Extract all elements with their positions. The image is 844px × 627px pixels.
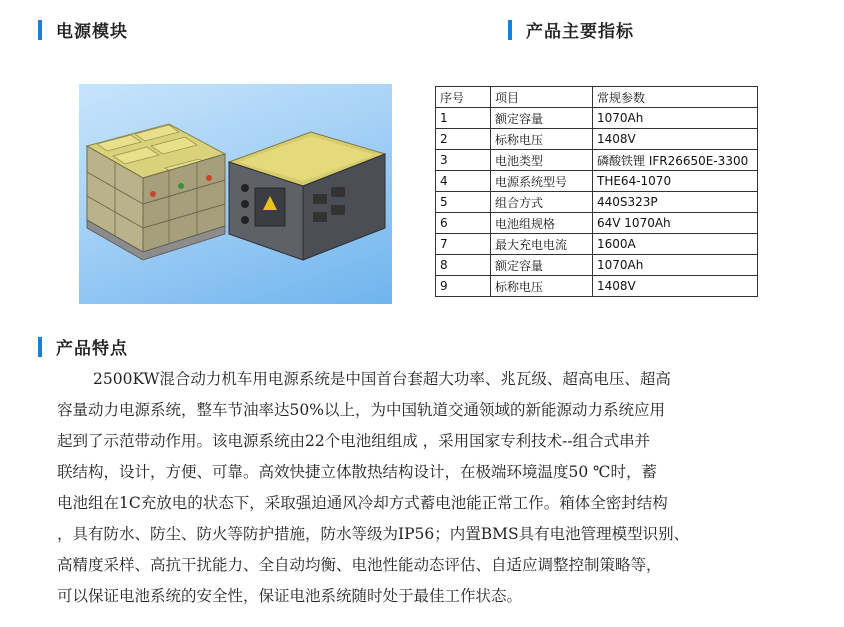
paragraph-line: ，具有防水、防尘、防火等防护措施，防水等级为IP56；内置BMS具有电池管理模型识别、 <box>57 525 690 543</box>
spec-table <box>435 86 758 297</box>
header-cell: 项目 <box>491 87 593 108</box>
row-number: 6 <box>436 213 491 234</box>
row-value: 1408V <box>593 276 758 297</box>
row-value: 磷酸铁锂 IFR26650E-3300 <box>593 150 758 171</box>
row-number: 2 <box>436 129 491 150</box>
row-value: 1408V <box>593 129 758 150</box>
row-value: 440S323P <box>593 192 758 213</box>
paragraph-line: 电池组在1C充放电的状态下，采取强迫通风冷却方式蓄电池能正常工作。箱体全密封结构 <box>57 494 668 512</box>
heading-accent-bar <box>38 337 42 357</box>
table-row <box>436 234 758 255</box>
battery-rack-image <box>87 124 225 260</box>
table-row <box>436 171 758 192</box>
row-item: 标称电压 <box>491 129 593 150</box>
row-item: 最大充电电流 <box>491 234 593 255</box>
row-item: 电池类型 <box>491 150 593 171</box>
paragraph-line: 2500KW混合动力机车用电源系统是中国首台套超大功率、兆瓦级、超高电压、超高 <box>93 370 671 388</box>
paragraph-line: 联结构，设计，方便、可靠。高效快捷立体散热结构设计，在极端环境温度50 ℃时，蓄 <box>57 463 657 481</box>
paragraph-line: 起到了示范带动作用。该电源系统由22个电池组组成 ，采用国家专利技术--组合式串并 <box>57 432 651 450</box>
row-value: 1070Ah <box>593 108 758 129</box>
row-number: 7 <box>436 234 491 255</box>
battery-enclosure-image <box>229 132 385 260</box>
features-title: 产品特点 <box>56 339 128 359</box>
table-row <box>436 150 758 171</box>
features-paragraph <box>57 364 787 612</box>
row-number: 5 <box>436 192 491 213</box>
heading-accent-bar <box>508 20 512 40</box>
row-item: 组合方式 <box>491 192 593 213</box>
power-module-title: 电源模块 <box>56 22 128 42</box>
row-item: 额定容量 <box>491 108 593 129</box>
row-value: 1600A <box>593 234 758 255</box>
row-number: 4 <box>436 171 491 192</box>
table-row <box>436 129 758 150</box>
heading-accent-bar <box>38 20 42 40</box>
table-row <box>436 255 758 276</box>
row-value: THE64-1070 <box>593 171 758 192</box>
header-cell: 序号 <box>436 87 491 108</box>
features-heading <box>38 334 128 359</box>
power-module-heading <box>38 17 128 42</box>
spec-table-header <box>436 87 758 108</box>
table-row <box>436 108 758 129</box>
row-number: 1 <box>436 108 491 129</box>
paragraph-line: 高精度采样、高抗干扰能力、全自动均衡、电池性能动态评估、自适应调整控制策略等， <box>57 556 662 574</box>
paragraph-line: 容量动力电源系统，整车节油率达50%以上，为中国轨道交通领域的新能源动力系统应用 <box>57 401 665 419</box>
header-cell: 常规参数 <box>593 87 758 108</box>
table-row <box>436 192 758 213</box>
battery-modules-illustration <box>79 84 392 304</box>
row-number: 3 <box>436 150 491 171</box>
table-row <box>436 276 758 297</box>
row-item: 额定容量 <box>491 255 593 276</box>
row-value: 64V 1070Ah <box>593 213 758 234</box>
row-item: 标称电压 <box>491 276 593 297</box>
row-number: 9 <box>436 276 491 297</box>
row-number: 8 <box>436 255 491 276</box>
main-specs-title: 产品主要指标 <box>526 22 634 42</box>
paragraph-line: 可以保证电池系统的安全性，保证电池系统随时处于最佳工作状态。 <box>57 587 523 605</box>
row-item: 电池组规格 <box>491 213 593 234</box>
battery-product-photo <box>79 84 392 304</box>
table-row <box>436 213 758 234</box>
main-specs-heading <box>508 17 634 42</box>
row-item: 电源系统型号 <box>491 171 593 192</box>
row-value: 1070Ah <box>593 255 758 276</box>
